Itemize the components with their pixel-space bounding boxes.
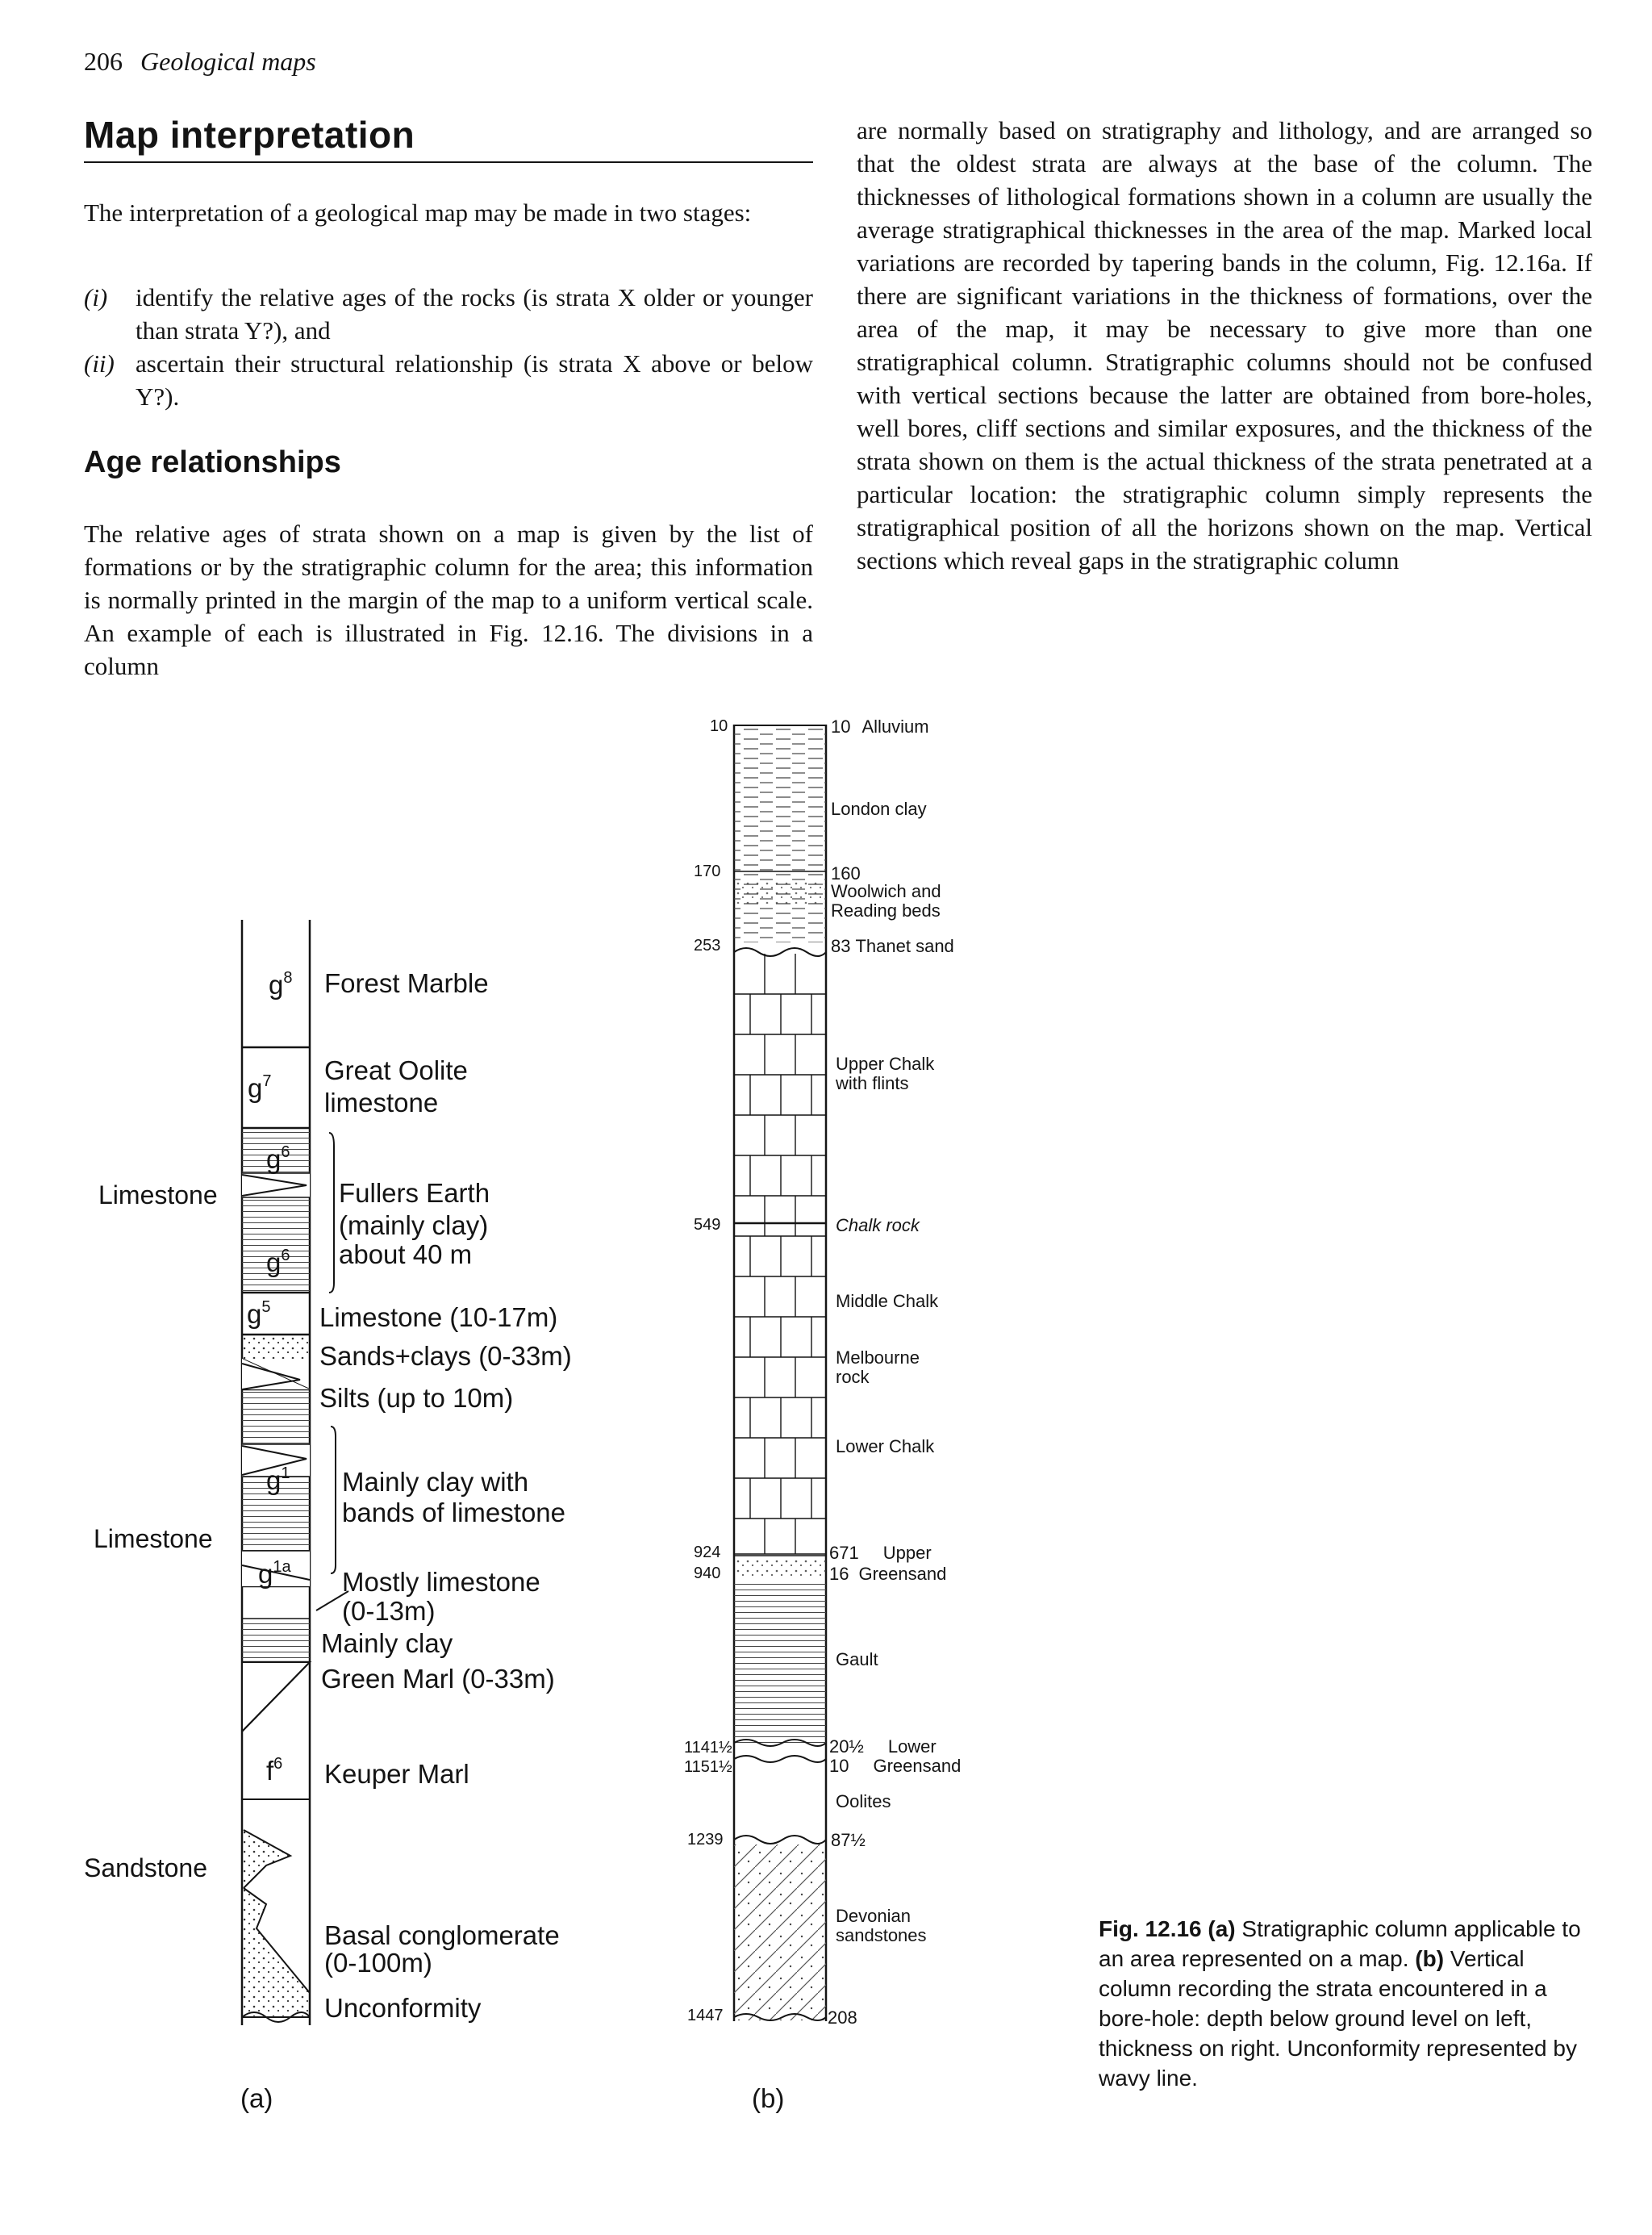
stratum-label: Devonian bbox=[836, 1906, 911, 1926]
figure-caption bbox=[1099, 1914, 1589, 2093]
depth-label: 1447 bbox=[687, 2007, 724, 2024]
unit-code-g6b: $g^6$ bbox=[266, 1247, 290, 1277]
caption-part-a-text: Stratigraphic column applicable to an area represented on a map. bbox=[1099, 1916, 1581, 1971]
stratum-label: Middle Chalk bbox=[836, 1291, 939, 1311]
section-heading: Map interpretation bbox=[84, 114, 415, 156]
stratum-label: 160 bbox=[831, 863, 861, 884]
label-mainly-clay-with: Mainly clay with bbox=[342, 1467, 529, 1497]
stratum-label: Melbourne bbox=[836, 1347, 920, 1368]
unit-code-g1a: $g^{1a}$ bbox=[258, 1558, 291, 1589]
stage-text: ascertain their structural relationship (is strata X above or below Y?). bbox=[136, 349, 813, 411]
depth-label: 924 bbox=[694, 1544, 721, 1561]
stratum-label: 10 Greensand bbox=[829, 1756, 962, 1776]
unit-code-g6a: $g^6$ bbox=[266, 1143, 290, 1174]
running-title: Geological maps bbox=[140, 47, 316, 76]
stratum-label: London clay bbox=[831, 799, 927, 819]
label-green-marl: Green Marl (0-33m) bbox=[321, 1664, 555, 1694]
stratum-label: Chalk rock bbox=[836, 1215, 920, 1235]
unit-code-g7: $g^7$ bbox=[248, 1072, 272, 1103]
label-great-oolite: Great Oolite bbox=[324, 1055, 468, 1085]
stratum-label: 16 Greensand bbox=[829, 1564, 947, 1584]
stage-number: (i) bbox=[84, 283, 108, 311]
stratum-label: 87½ bbox=[831, 1830, 866, 1850]
intro-paragraph: The interpretation of a geological map may be made in two stages: bbox=[84, 198, 752, 227]
stage-number: (ii) bbox=[84, 349, 115, 378]
depth-label: 549 bbox=[694, 1216, 721, 1234]
label-silts: Silts (up to 10m) bbox=[319, 1383, 514, 1413]
label-bands-of-limestone: bands of limestone bbox=[342, 1498, 566, 1527]
stage-text: identify the relative ages of the rocks (is strata X older or younger than strata Y?), and bbox=[136, 283, 813, 345]
caption-part-a-marker: (a) bbox=[1208, 1916, 1236, 1941]
right-column-paragraph: are normally based on stratigraphy and lithology, and are arranged so that the oldest strata are always at the base of the column. The thicknesses of lithological formations shown in a column are usually the average stratigraphical thicknesses in the area of the map. Marked local variations are recorded by tapering bands in the column, Fig. 12.16a. If there are significant variations in the thickness of formations, over the area of the map, it may be necessary to give more than one stratigraphical column. Stratigraphic columns should not be confused with vertical sections because the latter are obtained from bore-holes, well bores, cliff sections and similar exposures, and the thickness of the strata shown on them is the actual thickness of the strata penetrated at a particular location: the stratigraphic column simply represents the stratigraphical position of all the horizons shown on the map. Vertical sections which reveal gaps in the stratigraphic column bbox=[857, 116, 1592, 574]
label-about-40m: about 40 m bbox=[339, 1239, 473, 1269]
depth-label: 1141½ bbox=[684, 1739, 732, 1757]
depth-label: 253 bbox=[694, 937, 721, 955]
stratum-label: 671 Upper bbox=[829, 1543, 932, 1563]
stratum-label: rock bbox=[836, 1367, 870, 1387]
side-label-sandstone: Sandstone bbox=[84, 1853, 208, 1882]
side-label-limestone-lower: Limestone bbox=[94, 1524, 213, 1553]
label-fullers-earth: Fullers Earth bbox=[339, 1178, 490, 1208]
label-mainly-clay: Mainly clay bbox=[321, 1628, 453, 1658]
subheading: Age relationships bbox=[84, 445, 341, 479]
caption-part-b-marker: (b) bbox=[1415, 1946, 1445, 1971]
label-unconformity: Unconformity bbox=[324, 1993, 482, 2023]
label-keuper-marl: Keuper Marl bbox=[324, 1759, 469, 1789]
panel-label-b: (b) bbox=[752, 2083, 785, 2113]
stratum-label: Oolites bbox=[836, 1791, 891, 1811]
caption-part-b-text: Vertical column recording the strata encountered in a bore-hole: depth below ground level on left, thickness on right. Unconformity represented by wavy line. bbox=[1099, 1946, 1577, 2091]
label-0-100m: (0-100m) bbox=[324, 1948, 432, 1978]
stratum-label: 20½ Lower bbox=[829, 1736, 937, 1757]
unit-code-f6: $f^6$ bbox=[266, 1755, 283, 1786]
panel-label-a: (a) bbox=[240, 2083, 273, 2113]
depth-label: 10 bbox=[710, 717, 728, 735]
label-limestone-10-17: Limestone (10-17m) bbox=[319, 1302, 558, 1332]
label-0-13m: (0-13m) bbox=[342, 1596, 436, 1626]
column-b-depths bbox=[684, 717, 732, 2024]
label-mainly-clay-note: (mainly clay) bbox=[339, 1210, 489, 1240]
stratum-label: with flints bbox=[836, 1073, 909, 1093]
label-mostly-limestone: Mostly limestone bbox=[342, 1567, 540, 1597]
column-b-chalk-blocks bbox=[734, 954, 826, 1554]
stratum-label: Reading beds bbox=[831, 900, 941, 921]
stratum-label: Upper Chalk bbox=[836, 1054, 935, 1074]
stratum-label: Woolwich and bbox=[831, 881, 941, 901]
age-paragraph: The relative ages of strata shown on a map is given by the list of formations or by the stratigraphic column for the area; this information is normally printed in the margin of the map to a uniform vertical scale. An example of each is illustrated in Fig. 12.16. The divisions in a column bbox=[84, 520, 813, 680]
stratum-label: 208 bbox=[828, 2007, 857, 2028]
stratum-label: sandstones bbox=[836, 1925, 927, 1945]
unit-code-g8: $g^8$ bbox=[269, 969, 293, 1000]
stratum-label: Lower Chalk bbox=[836, 1436, 935, 1456]
depth-label: 1239 bbox=[687, 1831, 724, 1849]
page-number: 206 bbox=[84, 47, 123, 76]
stratum-label: Gault bbox=[836, 1649, 878, 1669]
depth-label: 170 bbox=[694, 863, 721, 880]
depth-label: 940 bbox=[694, 1564, 721, 1582]
column-b bbox=[734, 725, 826, 2021]
unit-code-g5: $g^5$ bbox=[247, 1298, 271, 1329]
side-label-limestone-upper: Limestone bbox=[98, 1180, 218, 1209]
label-great-oolite-limestone: limestone bbox=[324, 1088, 439, 1118]
label-sands-clays: Sands+clays (0-33m) bbox=[319, 1341, 572, 1371]
column-a-side-labels bbox=[84, 1180, 218, 1882]
stratum-label: 10 Alluvium bbox=[831, 716, 929, 737]
label-forest-marble: Forest Marble bbox=[324, 968, 489, 998]
unit-code-g1: $g^1$ bbox=[266, 1464, 290, 1495]
caption-figure-number: Fig. 12.16 bbox=[1099, 1916, 1202, 1941]
depth-label: 1151½ bbox=[684, 1758, 732, 1776]
label-basal-conglomerate: Basal conglomerate bbox=[324, 1920, 560, 1950]
stratum-label: 83 Thanet sand bbox=[831, 936, 954, 956]
